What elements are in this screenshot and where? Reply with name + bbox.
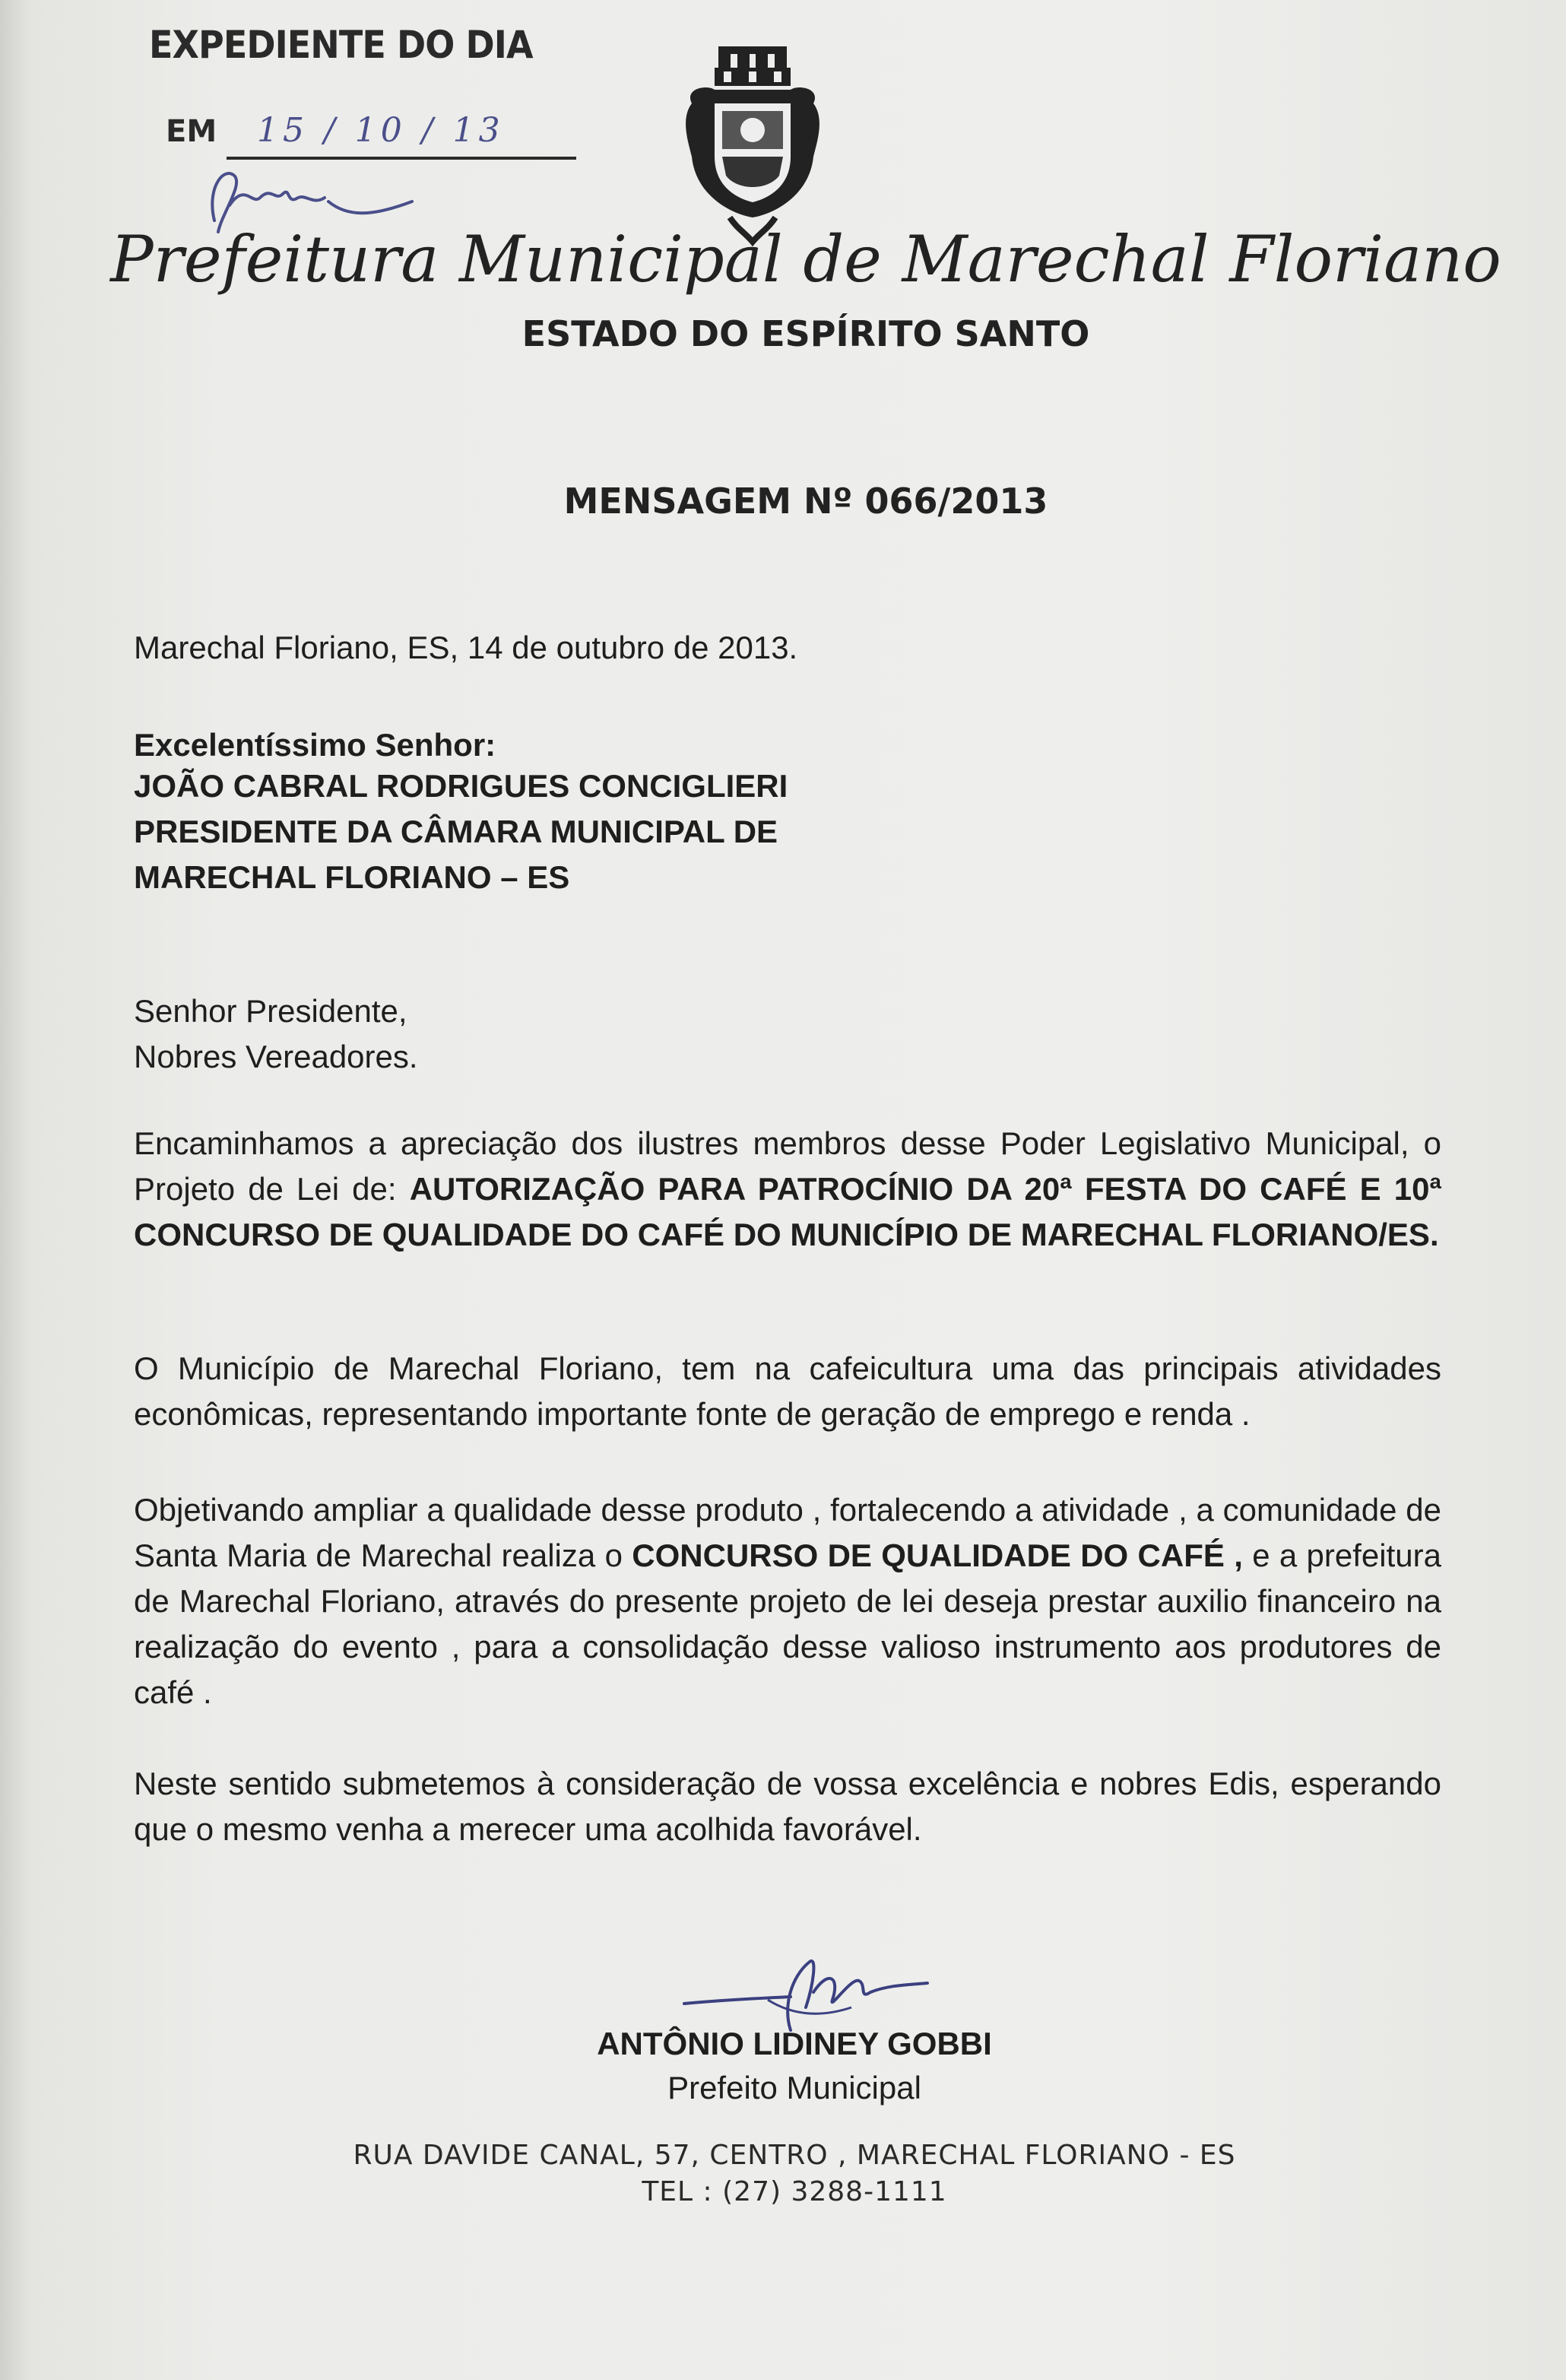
date-line: Marechal Floriano, ES, 14 de outubro de 2013. xyxy=(134,630,798,665)
paragraph-1-bill-title: AUTORIZAÇÃO PARA PATROCÍNIO DA 20ª FESTA DO CAFÉ E 10ª CONCURSO DE QUALIDADE DO CAFÉ DO MUNICÍPIO DE MARECHAL FLORIANO/ES. xyxy=(134,1171,1441,1252)
greeting-line-1: Senhor Presidente, xyxy=(134,993,407,1029)
greeting-line-2: Nobres Vereadores. xyxy=(134,1039,418,1074)
municipality-title: Prefeitura Municipal de Marechal Floriano xyxy=(110,222,1501,297)
stamp-handwritten-date: 15 / 10 / 13 xyxy=(257,111,505,150)
signer-role: Prefeito Municipal xyxy=(667,2070,921,2106)
footer-address: RUA DAVIDE CANAL, 57, CENTRO , MARECHAL FLORIANO - ES xyxy=(353,2140,1236,2171)
stamp-title: EXPEDIENTE DO DIA xyxy=(149,23,533,67)
paragraph-3 xyxy=(134,1487,1441,1715)
addressee-name: JOÃO CABRAL RODRIGUES CONCIGLIERI xyxy=(134,768,788,804)
paragraph-3-intro: Objetivando ampliar a qualidade desse produto , fortalecendo a atividade , a comunidade de Santa Maria de Marechal realiza o xyxy=(134,1492,1441,1573)
coat-of-arms-icon xyxy=(677,43,829,248)
stamp-em-label: EM xyxy=(166,114,217,149)
state-subtitle: ESTADO DO ESPÍRITO SANTO xyxy=(521,313,1090,354)
signer-name: ANTÔNIO LIDINEY GOBBI xyxy=(597,2026,992,2061)
paragraph-3-rest: e a prefeitura de Marechal Floriano, através do presente projeto de lei deseja prestar auxilio financeiro na realização do evento , para a consolidação desse valioso instrumento aos produtores de café . xyxy=(134,1537,1441,1710)
paragraph-4: Neste sentido submetemos à consideração de vossa excelência e nobres Edis, esperando que o mesmo venha a merecer uma acolhida favorável. xyxy=(134,1766,1441,1847)
paragraph-2: O Município de Marechal Floriano, tem na cafeicultura uma das principais atividades econômicas, representando importante fonte de geração de emprego e renda . xyxy=(134,1350,1441,1432)
addressee-title: PRESIDENTE DA CÂMARA MUNICIPAL DE xyxy=(134,814,778,849)
message-number: MENSAGEM Nº 066/2013 xyxy=(563,481,1048,522)
salutation: Excelentíssimo Senhor: xyxy=(134,727,496,763)
paragraph-1 xyxy=(134,1121,1441,1258)
addressee-place: MARECHAL FLORIANO – ES xyxy=(134,859,570,895)
footer-phone: TEL : (27) 3288-1111 xyxy=(642,2176,947,2207)
paragraph-3-contest-name: CONCURSO DE QUALIDADE DO CAFÉ , xyxy=(632,1537,1243,1573)
paragraph-1-intro: Encaminhamos a apreciação dos ilustres membros desse Poder Legislativo Municipal, o Projeto de Lei de: xyxy=(134,1125,1441,1207)
